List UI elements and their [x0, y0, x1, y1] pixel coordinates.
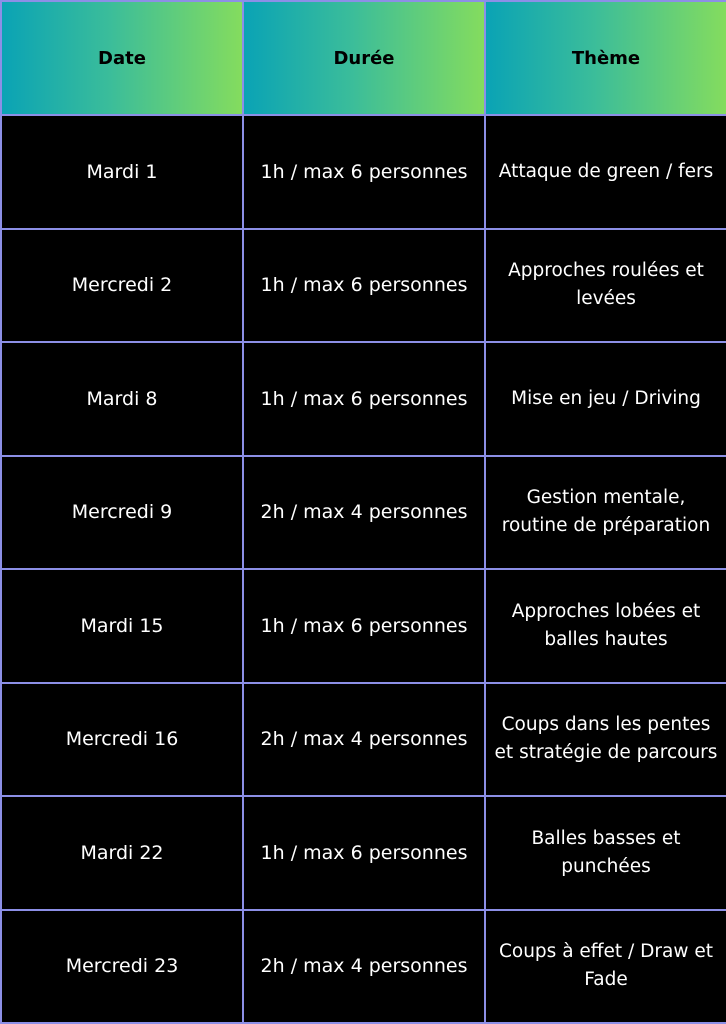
duration-cell: 2h / max 4 personnes [243, 910, 485, 1024]
table-row [1, 115, 726, 229]
date-cell: Mercredi 9 [1, 456, 243, 570]
date-cell: Mercredi 16 [1, 683, 243, 797]
theme-cell: Gestion mentale, routine de préparation [485, 456, 726, 570]
theme-cell: Coups dans les pentes et stratégie de parcours [485, 683, 726, 797]
header-row [1, 1, 726, 115]
date-cell: Mardi 15 [1, 569, 243, 683]
table-row [1, 229, 726, 343]
duration-cell: 1h / max 6 personnes [243, 796, 485, 910]
theme-cell: Mise en jeu / Driving [485, 342, 726, 456]
theme-cell: Attaque de green / fers [485, 115, 726, 229]
theme-cell: Coups à effet / Draw et Fade [485, 910, 726, 1024]
date-cell: Mardi 1 [1, 115, 243, 229]
duration-cell: 1h / max 6 personnes [243, 569, 485, 683]
header-date: Date [1, 1, 243, 115]
table-row [1, 683, 726, 797]
duration-cell: 2h / max 4 personnes [243, 456, 485, 570]
date-cell: Mercredi 23 [1, 910, 243, 1024]
date-cell: Mardi 8 [1, 342, 243, 456]
table-row [1, 456, 726, 570]
duration-cell: 2h / max 4 personnes [243, 683, 485, 797]
table-row [1, 569, 726, 683]
table-row [1, 910, 726, 1024]
date-cell: Mardi 22 [1, 796, 243, 910]
theme-cell: Approches lobées et balles hautes [485, 569, 726, 683]
date-cell: Mercredi 2 [1, 229, 243, 343]
duration-cell: 1h / max 6 personnes [243, 342, 485, 456]
theme-cell: Balles basses et punchées [485, 796, 726, 910]
duration-cell: 1h / max 6 personnes [243, 115, 485, 229]
table-row [1, 342, 726, 456]
header-theme: Thème [485, 1, 726, 115]
theme-cell: Approches roulées et levées [485, 229, 726, 343]
duration-cell: 1h / max 6 personnes [243, 229, 485, 343]
table-row [1, 796, 726, 910]
header-duration: Durée [243, 1, 485, 115]
